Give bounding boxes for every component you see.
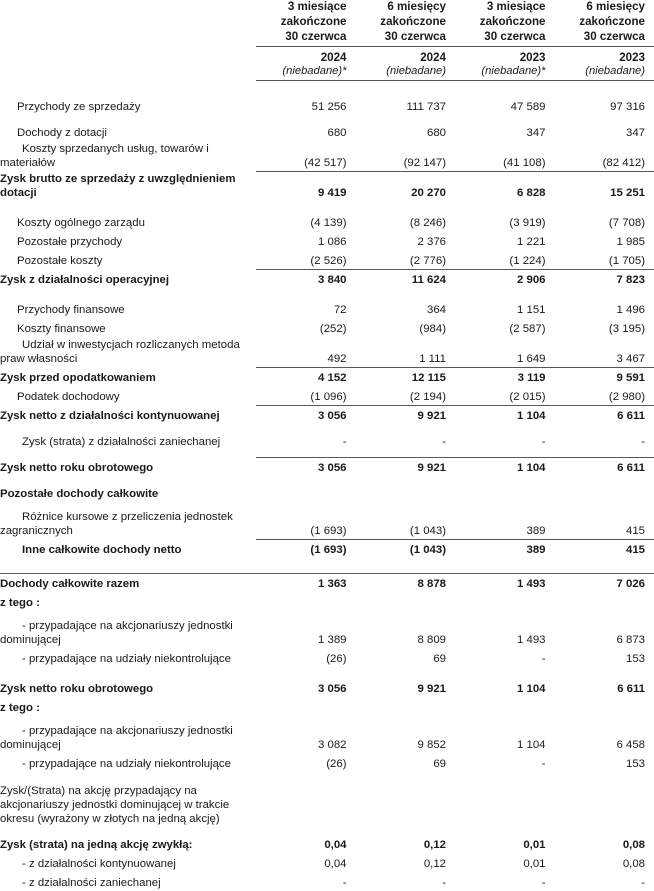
cell-przychody-finansowe-0: 72 [256,299,356,318]
row-label-dochody-calkowite-razem: Dochody całkowite razem [0,573,256,592]
row-label-koszty-ogolnego-zarzadu: Koszty ogólnego zarządu [0,212,256,231]
cell-przypadajace-akcjonariuszy-1-0: 1 389 [256,618,356,648]
column-header-3 [555,0,654,47]
cell-zysk-netto-roku-2-0: 3 056 [256,678,356,697]
cell-zysk-netto-kontynuowana-3: 6 611 [555,405,654,424]
cell-eps-zaniechana-1: - [356,872,456,891]
cell-zysk-netto-roku-1-1: 9 921 [356,457,456,476]
cell-przychody-finansowe-3: 1 496 [555,299,654,318]
cell-koszty-ogolnego-zarzadu-3: (7 708) [555,212,654,231]
table-row [0,96,654,115]
table-row-total [0,269,654,288]
cell-eps-zaniechana-2: - [455,872,555,891]
col2-ending: zakończone [480,15,546,28]
cell-przypadajace-niekontrolujace-2-0: (26) [256,753,356,772]
table-row [0,231,654,250]
cell-zysk-przed-opodatkowaniem-2: 3 119 [455,367,555,386]
cell-eps-note-3 [555,783,654,827]
cell-roznice-kursowe-3: 415 [555,509,654,539]
cell-z-tego-1-3 [555,592,654,611]
column-audit-1: (niebadane) [356,65,456,81]
cell-z-tego-2-2 [455,697,555,716]
cell-dochody-calkowite-razem-1: 8 878 [356,573,456,592]
cell-zysk-brutto-0: 9 419 [256,171,356,201]
cell-przychody-finansowe-1: 364 [356,299,456,318]
cell-zysk-netto-roku-2-3: 6 611 [555,678,654,697]
cell-eps-kontynuowana-1: 0,12 [356,853,456,872]
table-row [0,141,654,171]
spacer-row [0,476,654,483]
cell-przypadajace-akcjonariuszy-2-0: 3 082 [256,723,356,753]
cell-roznice-kursowe-1: (1 043) [356,509,456,539]
col0-ending: zakończone [281,15,347,28]
cell-dochody-calkowite-razem-3: 7 026 [555,573,654,592]
column-year-2: 2023 [455,47,555,66]
cell-dochody-calkowite-razem-2: 1 493 [455,573,555,592]
cell-koszty-finansowe-1: (984) [356,318,456,337]
cell-przychody-finansowe-2: 1 151 [455,299,555,318]
row-label-dochody-z-dotacji: Dochody z dotacji [0,122,256,141]
cell-przypadajace-akcjonariuszy-1-3: 6 873 [555,618,654,648]
cell-koszty-ogolnego-zarzadu-2: (3 919) [455,212,555,231]
spacer-row [0,558,654,573]
cell-zysk-brutto-2: 6 828 [455,171,555,201]
table-header [0,0,654,81]
spacer-row [0,716,654,723]
spacer-row [0,201,654,212]
row-label-koszty-finansowe: Koszty finansowe [0,318,256,337]
header-year-row [0,47,654,66]
cell-koszty-finansowe-3: (3 195) [555,318,654,337]
row-label-zysk-netto-roku-2: Zysk netto roku obrotowego [0,678,256,697]
cell-eps-kontynuowana-3: 0,08 [555,853,654,872]
cell-zysk-netto-roku-1-3: 6 611 [555,457,654,476]
cell-zysk-netto-roku-2-1: 9 921 [356,678,456,697]
cell-przypadajace-niekontrolujace-2-2: - [455,753,555,772]
spacer-row [0,827,654,834]
cell-przychody-ze-sprzedazy-1: 111 737 [356,96,456,115]
cell-przypadajace-niekontrolujace-2-3: 153 [555,753,654,772]
cell-pozostale-przychody-2: 1 221 [455,231,555,250]
table-row [0,509,654,539]
table-row [0,318,654,337]
table-row-total [0,171,654,201]
table-row-total [0,539,654,558]
cell-zysk-netto-roku-2-2: 1 104 [455,678,555,697]
table-row-total [0,678,654,697]
column-year-1: 2024 [356,47,456,66]
cell-zysk-przed-opodatkowaniem-3: 9 591 [555,367,654,386]
header-audit-spacer [0,65,256,81]
cell-z-tego-2-1 [356,697,456,716]
table-row-total [0,834,654,853]
col0-date: 30 czerwca [285,30,346,43]
column-audit-2: (niebadane)* [455,65,555,81]
table-row-subheading [0,697,654,716]
row-label-przypadajace-akcjonariuszy-1: - przypadające na akcjonariuszy jednostki dominującej [0,618,256,648]
cell-zysk-netto-kontynuowana-0: 3 056 [256,405,356,424]
table-body [0,81,654,891]
cell-zysk-brutto-1: 20 270 [356,171,456,201]
column-year-3: 2023 [555,47,654,66]
cell-eps-zaniechana-0: - [256,872,356,891]
header-audit-row [0,65,654,81]
row-label-koszty-sprzedanych: Koszty sprzedanych usług, towarów i materiałów [0,141,256,171]
cell-eps-zwykla-1: 0,12 [356,834,456,853]
cell-przychody-ze-sprzedazy-0: 51 256 [256,96,356,115]
row-label-zysk-przed-opodatkowaniem: Zysk przed opodatkowaniem [0,367,256,386]
table-row-subheading [0,592,654,611]
cell-przypadajace-akcjonariuszy-1-2: 1 493 [455,618,555,648]
row-label-z-tego-2: z tego : [0,697,256,716]
col0-period: 3 miesiące [288,0,347,13]
cell-eps-zwykla-2: 0,01 [455,834,555,853]
cell-eps-zaniechana-3: - [555,872,654,891]
spacer-row [0,115,654,122]
cell-zysk-netto-roku-1-0: 3 056 [256,457,356,476]
table-row [0,337,654,367]
row-label-pozostale-koszty: Pozostałe koszty [0,250,256,269]
column-header-0 [256,0,356,47]
table-row-total [0,367,654,386]
cell-zysk-operacyjny-2: 2 906 [455,269,555,288]
cell-z-tego-2-0 [256,697,356,716]
row-label-zysk-operacyjny: Zysk z działalności operacyjnej [0,269,256,288]
cell-zysk-netto-kontynuowana-1: 9 921 [356,405,456,424]
table-row-total [0,405,654,424]
table-row-total [0,457,654,476]
spacer-row [0,288,654,299]
row-label-eps-note: Zysk/(Strata) na akcję przypadający na akcjonariuszy jednostki dominującej w trakcie okresu (wyrażony w złotych na jedną akcję) [0,783,256,827]
cell-dochody-z-dotacji-3: 347 [555,122,654,141]
row-label-przypadajace-niekontrolujace-1: - przypadające na udziały niekontrolujące [0,648,256,667]
cell-pozostale-koszty-1: (2 776) [356,250,456,269]
cell-pozostale-dochody-calkowite-2 [455,483,555,502]
header-period-row [0,0,654,47]
cell-pozostale-przychody-1: 2 376 [356,231,456,250]
spacer-row [0,424,654,431]
cell-koszty-sprzedanych-0: (42 517) [256,141,356,171]
cell-eps-zwykla-0: 0,04 [256,834,356,853]
cell-z-tego-1-2 [455,592,555,611]
table-row [0,212,654,231]
cell-pozostale-koszty-3: (1 705) [555,250,654,269]
spacer-row [0,502,654,509]
row-label-podatek-dochodowy: Podatek dochodowy [0,386,256,405]
col3-ending: zakończone [579,15,645,28]
cell-pozostale-koszty-0: (2 526) [256,250,356,269]
cell-przychody-ze-sprzedazy-2: 47 589 [455,96,555,115]
cell-przypadajace-niekontrolujace-1-2: - [455,648,555,667]
row-label-pozostale-przychody: Pozostałe przychody [0,231,256,250]
cell-udzial-w-inwestycjach-2: 1 649 [455,337,555,367]
column-header-1 [356,0,456,47]
row-label-przypadajace-akcjonariuszy-2: - przypadające na akcjonariuszy jednostki dominującej [0,723,256,753]
cell-dochody-z-dotacji-0: 680 [256,122,356,141]
cell-podatek-dochodowy-0: (1 096) [256,386,356,405]
table-row [0,250,654,269]
cell-z-tego-1-1 [356,592,456,611]
cell-przypadajace-akcjonariuszy-1-1: 8 809 [356,618,456,648]
cell-zysk-przed-opodatkowaniem-1: 12 115 [356,367,456,386]
cell-zysk-strata-zaniechana-3: - [555,431,654,450]
cell-pozostale-dochody-calkowite-1 [356,483,456,502]
row-label-udzial-w-inwestycjach: Udział w inwestycjach rozliczanych metoda praw własności [0,337,256,367]
cell-udzial-w-inwestycjach-1: 1 111 [356,337,456,367]
row-label-zysk-strata-zaniechana: Zysk (strata) z działalności zaniechanej [0,431,256,450]
column-audit-3: (niebadane) [555,65,654,81]
cell-przypadajace-niekontrolujace-1-0: (26) [256,648,356,667]
spacer-row [0,81,654,96]
cell-pozostale-dochody-calkowite-3 [555,483,654,502]
cell-koszty-sprzedanych-2: (41 108) [455,141,555,171]
row-label-eps-kontynuowana: - z działalności kontynuowanej [0,853,256,872]
spacer-row [0,667,654,678]
cell-podatek-dochodowy-2: (2 015) [455,386,555,405]
cell-podatek-dochodowy-1: (2 194) [356,386,456,405]
table-row [0,872,654,891]
column-year-0: 2024 [256,47,356,66]
row-label-zysk-brutto: Zysk brutto ze sprzedaży z uwzględnieniem dotacji [0,171,256,201]
table-row [0,723,654,753]
cell-zysk-operacyjny-1: 11 624 [356,269,456,288]
col1-ending: zakończone [380,15,446,28]
cell-inne-calkowite-dochody-netto-0: (1 693) [256,539,356,558]
cell-koszty-sprzedanych-1: (92 147) [356,141,456,171]
cell-koszty-sprzedanych-3: (82 412) [555,141,654,171]
cell-eps-kontynuowana-2: 0,01 [455,853,555,872]
cell-przypadajace-niekontrolujace-1-1: 69 [356,648,456,667]
cell-podatek-dochodowy-3: (2 980) [555,386,654,405]
row-label-przychody-ze-sprzedazy: Przychody ze sprzedaży [0,96,256,115]
cell-eps-note-2 [455,783,555,827]
row-label-pozostale-dochody-calkowite: Pozostałe dochody całkowite [0,483,256,502]
cell-koszty-finansowe-2: (2 587) [455,318,555,337]
cell-roznice-kursowe-0: (1 693) [256,509,356,539]
cell-przychody-ze-sprzedazy-3: 97 316 [555,96,654,115]
cell-dochody-z-dotacji-1: 680 [356,122,456,141]
spacer-row [0,450,654,457]
cell-zysk-strata-zaniechana-0: - [256,431,356,450]
cell-przypadajace-akcjonariuszy-2-1: 9 852 [356,723,456,753]
cell-inne-calkowite-dochody-netto-2: 389 [455,539,555,558]
cell-eps-kontynuowana-0: 0,04 [256,853,356,872]
cell-eps-zwykla-3: 0,08 [555,834,654,853]
cell-zysk-strata-zaniechana-2: - [455,431,555,450]
cell-inne-calkowite-dochody-netto-3: 415 [555,539,654,558]
row-label-zysk-netto-roku-1: Zysk netto roku obrotowego [0,457,256,476]
spacer-row [0,611,654,618]
table-row [0,299,654,318]
cell-z-tego-2-3 [555,697,654,716]
cell-udzial-w-inwestycjach-0: 492 [256,337,356,367]
header-label-spacer [0,0,256,47]
cell-przypadajace-niekontrolujace-1-3: 153 [555,648,654,667]
cell-koszty-ogolnego-zarzadu-0: (4 139) [256,212,356,231]
cell-pozostale-dochody-calkowite-0 [256,483,356,502]
cell-eps-note-1 [356,783,456,827]
header-year-spacer [0,47,256,66]
cell-dochody-calkowite-razem-0: 1 363 [256,573,356,592]
row-label-inne-calkowite-dochody-netto: Inne całkowite dochody netto [0,539,256,558]
cell-dochody-z-dotacji-2: 347 [455,122,555,141]
row-label-przypadajace-niekontrolujace-2: - przypadające na udziały niekontrolujące [0,753,256,772]
table-row [0,431,654,450]
row-label-eps-zwykla: Zysk (strata) na jedną akcję zwykłą: [0,834,256,853]
col1-date: 30 czerwca [385,30,446,43]
cell-przypadajace-akcjonariuszy-2-3: 6 458 [555,723,654,753]
cell-zysk-strata-zaniechana-1: - [356,431,456,450]
cell-koszty-finansowe-0: (252) [256,318,356,337]
table-row [0,648,654,667]
table-row [0,618,654,648]
cell-zysk-brutto-3: 15 251 [555,171,654,201]
cell-zysk-operacyjny-0: 3 840 [256,269,356,288]
row-label-przychody-finansowe: Przychody finansowe [0,299,256,318]
row-label-roznice-kursowe: Różnice kursowe z przeliczenia jednostek zagranicznych [0,509,256,539]
col2-date: 30 czerwca [484,30,545,43]
table-row-section [0,483,654,502]
table-row-total [0,573,654,592]
cell-zysk-netto-kontynuowana-2: 1 104 [455,405,555,424]
table-row [0,753,654,772]
cell-eps-note-0 [256,783,356,827]
cell-pozostale-przychody-0: 1 086 [256,231,356,250]
cell-zysk-przed-opodatkowaniem-0: 4 152 [256,367,356,386]
cell-z-tego-1-0 [256,592,356,611]
row-label-eps-zaniechana: - z działalności zaniechanej [0,872,256,891]
cell-przypadajace-akcjonariuszy-2-2: 1 104 [455,723,555,753]
cell-pozostale-koszty-2: (1 224) [455,250,555,269]
row-label-zysk-netto-kontynuowana: Zysk netto z działalności kontynuowanej [0,405,256,424]
cell-koszty-ogolnego-zarzadu-1: (8 246) [356,212,456,231]
cell-zysk-netto-roku-1-2: 1 104 [455,457,555,476]
row-label-z-tego-1: z tego : [0,592,256,611]
col1-period: 6 miesięcy [387,0,446,13]
column-header-2 [455,0,555,47]
spacer-row [0,772,654,783]
col2-period: 3 miesiące [487,0,546,13]
table-row-note [0,783,654,827]
col3-date: 30 czerwca [584,30,645,43]
cell-pozostale-przychody-3: 1 985 [555,231,654,250]
table-row [0,386,654,405]
table-row [0,122,654,141]
col3-period: 6 miesięcy [586,0,645,13]
cell-inne-calkowite-dochody-netto-1: (1 043) [356,539,456,558]
cell-udzial-w-inwestycjach-3: 3 467 [555,337,654,367]
cell-zysk-operacyjny-3: 7 823 [555,269,654,288]
column-audit-0: (niebadane)* [256,65,356,81]
cell-przypadajace-niekontrolujace-2-1: 69 [356,753,456,772]
cell-roznice-kursowe-2: 389 [455,509,555,539]
table-row [0,853,654,872]
